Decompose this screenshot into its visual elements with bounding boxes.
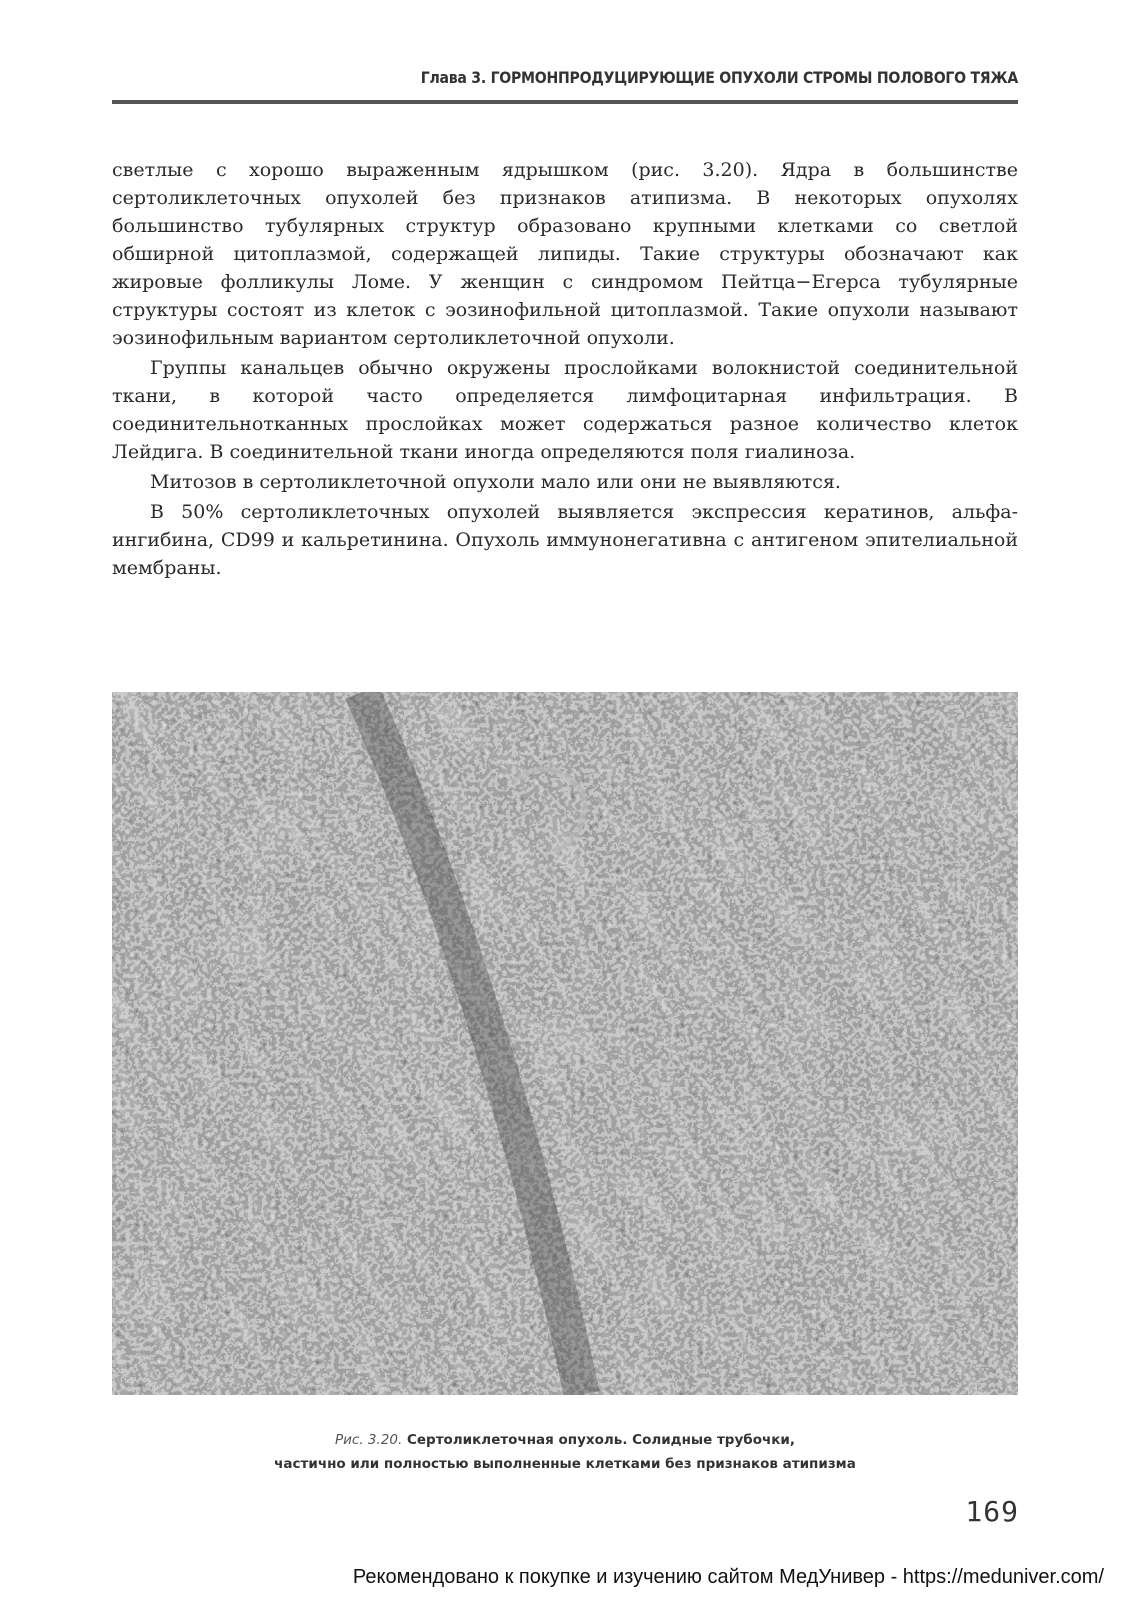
page-number: 169 (965, 1495, 1019, 1528)
paragraph: Группы канальцев обычно окружены прослойками волокнистой соединительной ткани, в которой часто определяется лимфоцитарная инфильтрация. В соединительнотканных прослойках может содержаться разное количество клеток Лейдига. В соединительной ткани иногда определяются поля гиалиноза. (112, 357, 1018, 463)
chapter-header: Глава 3. ГОРМОНПРОДУЦИРУЮЩИЕ ОПУХОЛИ СТРОМЫ ПОЛОВОГО ТЯЖА (420, 68, 1018, 87)
figure-label: Рис. 3.20. (334, 1432, 403, 1448)
footer-recommendation: Рекомендовано к покупке и изучению сайтом МедУнивер - https://meduniver.com/ (352, 1566, 1104, 1588)
paragraph: В 50% сертоликлеточных опухолей выявляется экспрессия кератинов, альфа-ингибина, CD99 и кальретинина. Опухоль иммунонегативна с антигеном эпителиальной мембраны. (112, 501, 1018, 579)
figure-caption (112, 1428, 1018, 1476)
paragraph: светлые с хорошо выраженным ядрышком (рис. 3.20). Ядра в большинстве сертоликлеточных опухолей без признаков атипизма. В некоторых опухолях большинство тубулярных структур образовано крупными клетками со светлой обширной цитоплазмой, содержащей липиды. Такие структуры обозначают как жировые фолликулы Ломе. У женщин с синдромом Пейтца−Егерса тубулярные структуры состоят из клеток с эозинофильной цитоплазмой. Такие опухоли называют эозинофильным вариантом сертоликлеточной опухоли. (112, 159, 1018, 349)
paragraph: Митозов в сертоликлеточной опухоли мало или они не выявляются. (150, 471, 841, 493)
header-divider (112, 100, 1018, 104)
body-text (112, 156, 1018, 582)
caption-line-1: Сертоликлеточная опухоль. Солидные трубочки, (406, 1432, 795, 1448)
caption-line-2: частично или полностью выполненные клетками без признаков атипизма (274, 1456, 856, 1472)
histology-micrograph (112, 692, 1018, 1395)
